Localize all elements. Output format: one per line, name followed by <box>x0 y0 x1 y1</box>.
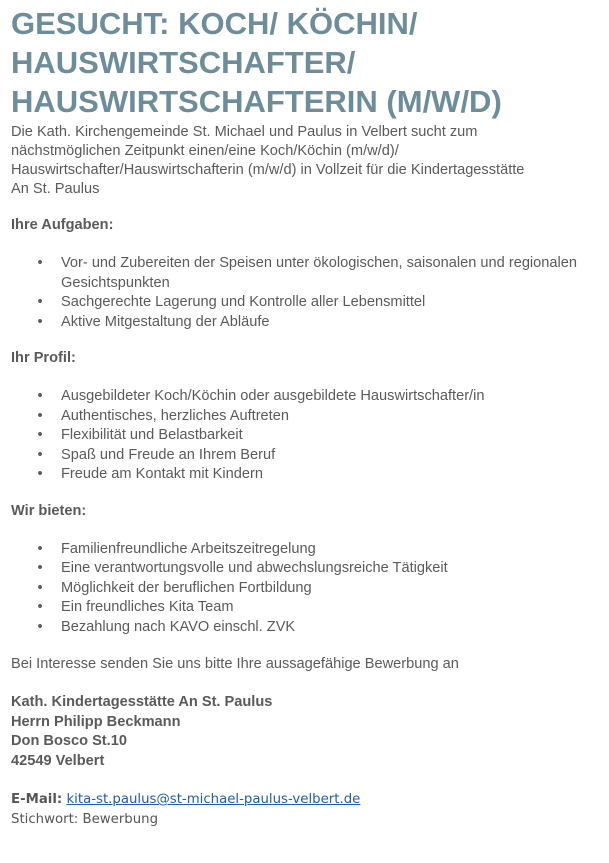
bullet: • <box>37 388 43 404</box>
list-item-text: Freude am Kontakt mit Kindern <box>61 466 263 482</box>
job-posting <box>11 4 603 830</box>
section-heading-bieten: Wir bieten: <box>11 502 87 519</box>
list-item-text: Bezahlung nach KAVO einschl. ZVK <box>61 618 296 635</box>
title-line: HAUSWIRTSCHAFTERIN (M/W/D) <box>11 84 502 119</box>
address-line: Herrn Philipp Beckmann <box>11 713 181 730</box>
intro-line: nächstmöglichen Zeitpunkt einen/eine Koch/Köchin (m/w/d)/ <box>11 143 399 159</box>
address-line: Kath. Kindertagesstätte An St. Paulus <box>11 694 273 710</box>
bullet: • <box>37 560 43 576</box>
list-item <box>11 618 603 638</box>
bullet: • <box>37 446 43 463</box>
email-link[interactable]: kita-st.paulus@st-michael-paulus-velbert.de <box>66 792 361 807</box>
intro-line: An St. Paulus <box>11 181 100 197</box>
application-invitation: Bei Interesse senden Sie uns bitte Ihre aussagefähige Bewerbung an <box>11 656 459 672</box>
list-item-text: Aktive Mitgestaltung der Abläufe <box>61 313 270 330</box>
intro-line: Die Kath. Kirchengemeinde St. Michael und Paulus in Velbert sucht zum <box>11 124 478 140</box>
list-item-text: Authentisches, herzliches Auftreten <box>61 407 289 424</box>
title-line: GESUCHT: KOCH/ KÖCHIN/ <box>11 6 418 41</box>
email-label: E-Mail: <box>11 792 63 807</box>
bullet: • <box>37 313 43 330</box>
list-item <box>11 559 603 579</box>
contact-block <box>11 790 603 830</box>
title-line: HAUSWIRTSCHAFTER/ <box>11 45 356 80</box>
list-item <box>11 407 603 427</box>
bullet: • <box>37 466 43 482</box>
bullet: • <box>37 618 43 635</box>
list-item-text: Ausgebildeter Koch/Köchin oder ausgebildete Hauswirtschafter/in <box>61 388 485 404</box>
section-heading-aufgaben: Ihre Aufgaben: <box>11 217 114 233</box>
email-line <box>11 790 603 810</box>
list-item <box>11 579 603 599</box>
list-item-text: Möglichkeit der beruflichen Fortbildung <box>61 579 312 596</box>
postal-address <box>11 693 603 771</box>
list-item-text: Vor- und Zubereiten der Speisen unter ökologischen, saisonalen und regionalen Gesichtspunkten <box>61 255 577 291</box>
list-item-text: Spaß und Freude an Ihrem Beruf <box>61 446 276 463</box>
bullet: • <box>37 294 43 310</box>
bullet: • <box>37 540 43 557</box>
list-item <box>11 426 603 446</box>
list-item-text: Flexibilität und Belastbarkeit <box>61 427 243 443</box>
profil-list <box>11 387 603 485</box>
address-line: 42549 Velbert <box>11 752 105 769</box>
list-item <box>11 540 603 560</box>
bullet: • <box>37 579 43 596</box>
bieten-list <box>11 540 603 638</box>
bullet: • <box>37 427 43 443</box>
list-item <box>11 293 603 313</box>
list-item <box>11 465 603 485</box>
list-item <box>11 446 603 466</box>
bullet: • <box>37 599 43 615</box>
section-heading-profil: Ihr Profil: <box>11 350 76 366</box>
bullet: • <box>37 255 43 271</box>
aufgaben-list <box>11 254 603 332</box>
address-line: Don Bosco St.10 <box>11 733 127 749</box>
page-title <box>11 4 603 121</box>
list-item <box>11 598 603 618</box>
keyword-line: Stichwort: Bewerbung <box>11 812 159 827</box>
intro-line: Hauswirtschafter/Hauswirtschafterin (m/w/d) in Vollzeit für die Kindertagesstätte <box>11 162 525 178</box>
intro-paragraph <box>11 123 603 199</box>
list-item <box>11 313 603 333</box>
list-item-text: Ein freundliches Kita Team <box>61 599 234 615</box>
bullet: • <box>37 407 43 424</box>
list-item <box>11 254 603 293</box>
list-item <box>11 387 603 407</box>
list-item-text: Familienfreundliche Arbeitszeitregelung <box>61 540 316 557</box>
list-item-text: Eine verantwortungsvolle und abwechslungsreiche Tätigkeit <box>61 560 448 576</box>
list-item-text: Sachgerechte Lagerung und Kontrolle aller Lebensmittel <box>61 294 426 310</box>
